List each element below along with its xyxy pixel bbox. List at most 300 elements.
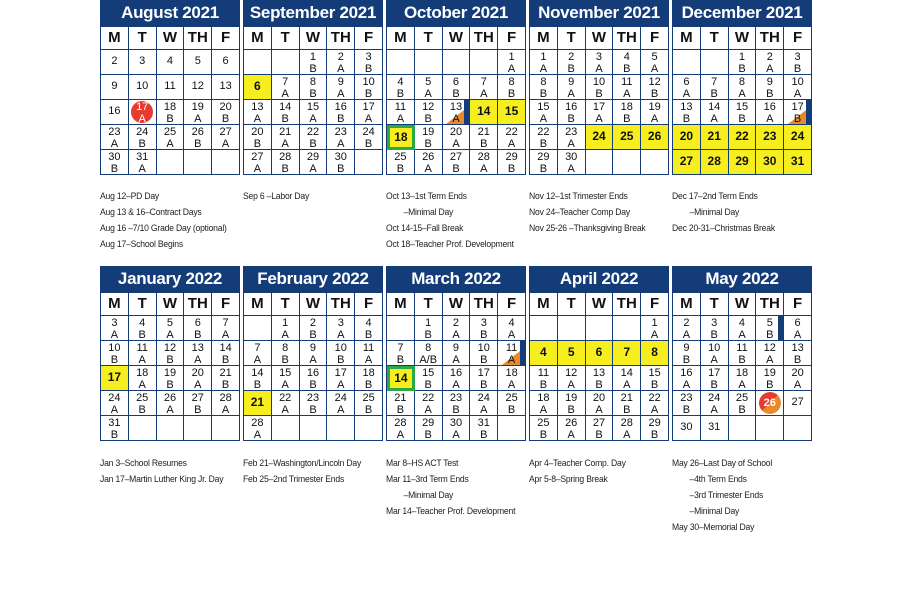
day-content [498,76,525,100]
day-cell [415,150,443,175]
day-number: 10 [791,76,804,88]
day-content [701,392,728,416]
day-letter: A [337,88,345,100]
day-content [586,417,613,441]
day-number: 8 [425,342,432,354]
day-number: 11 [621,76,633,88]
day-number: 17 [136,101,149,113]
weekday-header: TH [613,27,641,50]
day-content [530,367,557,391]
day-cell [157,50,185,75]
day-content [355,317,382,341]
day-cell [729,100,757,125]
day-cell [701,100,729,125]
day-letter: B [650,88,659,100]
month-aug [100,0,240,175]
day-content [415,392,442,416]
day-content [327,126,354,150]
weekday-header: M [244,293,272,316]
day-cell [129,416,157,441]
day-number: 24 [790,129,805,143]
day-letter: A [221,138,230,150]
day-number: 7 [711,76,718,88]
day-cell [327,75,355,100]
day-content [673,416,700,439]
weekday-header: F [641,27,669,50]
weekday-header: W [443,27,471,50]
day-content [470,126,497,150]
month-grid [672,26,812,175]
day-content [498,342,525,366]
day-content [498,392,525,416]
day-cell [530,316,558,341]
day-cell [129,366,157,391]
day-content [212,317,239,341]
day-cell [613,416,641,441]
day-cell [530,100,558,125]
day-letter: B [221,113,230,125]
day-number: 6 [683,76,690,88]
day-letter: A [793,329,802,341]
day-letter: A [766,354,774,366]
day-cell [184,341,212,366]
weekday-header: W [729,293,757,316]
day-content [184,392,211,416]
day-number: 14 [279,101,292,113]
day-cell [129,50,157,75]
day-letter: A [138,163,146,175]
day-cell [101,341,129,366]
month-grid [672,292,812,441]
day-content [558,51,585,75]
day-number: 15 [422,367,435,379]
day-letter: B [480,429,488,441]
day-number: 21 [620,392,633,404]
day-cell [415,125,443,150]
day-number: 9 [111,80,118,92]
day-letter: A [364,354,373,366]
day-cell [415,341,443,366]
day-content [470,417,497,441]
day-cell [415,75,443,100]
day-cell [498,75,526,100]
weekday-header: TH [613,293,641,316]
day-cell [212,50,240,75]
day-cell [701,316,729,341]
day-cell [244,125,272,150]
month-grid [529,292,669,441]
day-number: 21 [394,392,407,404]
day-letter: A [539,113,548,125]
day-cell [756,391,784,416]
day-number: 20 [191,367,204,379]
month-may [672,266,812,441]
note-line: Nov 12–1st Trimester Ends [529,190,628,202]
day-cell [327,391,355,416]
day-cell [613,50,641,75]
day-number: 5 [194,55,201,67]
day-number: 26 [647,129,662,143]
month-title: October 2021 [386,0,526,26]
day-number: 6 [194,317,201,329]
day-content [673,76,700,100]
weekday-header: M [244,27,272,50]
day-letter: A [793,379,802,391]
day-letter: B [480,329,488,341]
day-letter: A [567,138,575,150]
day-content [300,317,327,341]
day-letter: B [424,329,432,341]
day-content [244,151,271,175]
day-content [101,417,128,441]
day-cell [530,50,558,75]
day-content [729,367,756,391]
day-content [558,151,585,175]
day-cell [415,366,443,391]
day-cell [784,75,812,100]
day-cell [443,366,471,391]
day-content [184,126,211,150]
day-content [387,417,414,441]
day-number: 25 [362,392,375,404]
day-letter: B [364,404,373,416]
day-content [300,126,327,150]
day-content [244,367,271,391]
weekday-header: M [530,293,558,316]
day-letter: A [452,379,460,391]
day-cell [327,150,355,175]
day-cell [212,341,240,366]
day-number: 12 [565,367,578,379]
day-number: 14 [219,342,232,354]
day-letter: B [567,113,575,125]
note-line: Feb 25–2nd Trimester Ends [243,473,345,485]
weekday-header: W [443,293,471,316]
day-number: 9 [452,342,460,354]
day-cell [470,316,498,341]
day-letter: A [166,329,174,341]
day-content [784,317,811,341]
day-number: 30 [680,421,693,433]
day-cell [415,391,443,416]
day-content [729,51,756,75]
day-letter: B [110,163,119,175]
day-number: 4 [365,317,372,329]
day-cell [673,316,701,341]
weekday-header: W [729,27,757,50]
day-content [387,101,414,125]
day-cell [558,366,586,391]
day-number: 29 [422,417,435,429]
day-letter: B [110,429,119,441]
day-number: 5 [567,345,575,359]
day-content [729,317,756,341]
day-number: 2 [683,317,690,329]
weekday-header: W [586,293,614,316]
day-cell [784,366,812,391]
note-line: Oct 13–1st Term Ends [386,190,467,202]
day-letter: A [337,329,345,341]
day-number: 7 [623,345,631,359]
note-line: –Minimal Day [386,489,454,501]
day-letter: B [166,379,174,391]
day-letter: A [567,379,575,391]
day-cell [184,125,212,150]
month-grid [243,26,383,175]
weekday-header: W [157,293,185,316]
day-number: 5 [166,317,174,329]
weekday-header: TH [470,293,498,316]
note-line: Jan 3–School Resumes [100,457,187,469]
day-letter: A [507,138,516,150]
notes-nov [529,188,646,236]
day-letter: A [309,113,317,125]
day-letter: B [281,163,289,175]
day-number: 13 [219,80,232,92]
day-cell [101,100,129,125]
day-cell [244,100,272,125]
day-cell [212,150,240,175]
day-number: 15 [504,104,519,118]
weekday-header: TH [756,293,784,316]
day-cell [157,75,185,100]
note-line: Jan 17–Martin Luther King Jr. Day [100,473,224,485]
day-letter: B [710,88,718,100]
day-content [157,392,184,416]
day-number: 10 [477,342,490,354]
note-line: Nov 24–Teacher Comp Day [529,206,630,218]
day-number: 17 [708,367,721,379]
day-cell [530,366,558,391]
day-letter: B [623,113,631,125]
day-cell [756,366,784,391]
weekday-header: T [129,293,157,316]
day-number: 21 [707,129,721,143]
weekday-header: T [272,27,300,50]
day-content [701,76,728,100]
day-number: 23 [306,392,320,404]
day-cell [784,341,812,366]
day-letter: A [567,429,575,441]
day-number: 19 [422,126,435,138]
day-content [701,101,728,125]
notes-feb [243,455,361,487]
day-cell [272,75,300,100]
day-letter: B [194,404,202,416]
day-cell [613,100,641,125]
day-letter: A [480,404,488,416]
day-content [355,392,382,416]
day-cell [101,150,129,175]
day-cell [641,391,669,416]
day-number: 1 [282,317,289,329]
weekday-header: M [101,27,129,50]
day-content [673,392,700,416]
note-line: Mar 8–HS ACT Test [386,457,459,469]
day-letter: B [766,329,774,341]
day-cell [756,100,784,125]
day-number: 5 [425,76,432,88]
day-cell [184,391,212,416]
day-content [387,151,414,175]
day-number: 2 [452,317,460,329]
day-number: 20 [251,126,264,138]
day-cell [641,416,669,441]
day-content [327,392,354,416]
day-number: 12 [763,342,776,354]
day-number: 3 [337,317,344,329]
day-content [184,50,211,73]
weekday-header: F [784,293,812,316]
day-cell [498,150,526,175]
day-cell [387,366,415,391]
day-number: 24 [362,126,375,138]
day-content [641,51,668,75]
day-content [212,50,239,73]
day-cell [443,316,471,341]
day-content [613,76,640,100]
day-letter: B [452,404,460,416]
day-content [470,392,497,416]
day-cell [387,316,415,341]
day-number: 19 [648,101,661,113]
day-letter: B [138,404,146,416]
day-number: 14 [251,367,264,379]
weekday-header: F [355,293,383,316]
day-number: 11 [362,342,375,354]
weekday-header: F [784,27,812,50]
day-content [101,50,128,73]
day-letter: A [337,63,345,75]
day-number: 4 [166,55,174,67]
day-cell [586,50,614,75]
day-cell [212,366,240,391]
day-cell [355,341,383,366]
day-content [272,126,299,150]
day-number: 10 [592,76,606,88]
day-letter: B [424,113,432,125]
day-letter: B [710,329,718,341]
day-cell [558,125,586,150]
day-number: 10 [708,342,721,354]
day-letter: A [138,113,146,125]
month-title: April 2022 [529,266,669,292]
weekday-header: W [300,27,328,50]
day-letter: B [396,163,405,175]
day-number: 3 [365,51,372,63]
day-cell [701,150,729,175]
day-letter: B [595,88,603,100]
day-cell [272,391,300,416]
day-letter: A [738,88,746,100]
day-cell [756,50,784,75]
note-line: –4th Term Ends [672,473,747,485]
day-number: 13 [791,342,804,354]
day-number: 14 [708,101,721,113]
day-number: 15 [537,101,550,113]
day-content [415,317,442,341]
day-number: 2 [337,51,344,63]
day-letter: B [539,379,548,391]
day-cell [355,416,383,441]
day-content [129,50,156,73]
day-cell [729,50,757,75]
day-letter: B [623,63,631,75]
day-cell [498,366,526,391]
day-cell [641,75,669,100]
day-number: 8 [738,76,746,88]
day-number: 3 [794,51,801,63]
day-content [129,392,156,416]
day-number: 12 [163,342,177,354]
day-cell [272,416,300,441]
day-letter: B [194,329,202,341]
day-cell [530,416,558,441]
day-cell [756,150,784,175]
day-cell [641,100,669,125]
day-content [101,392,128,416]
day-cell [613,316,641,341]
day-cell [586,391,614,416]
day-content [498,151,525,175]
day-number: 29 [306,151,320,163]
day-letter: B [507,88,516,100]
day-number: 16 [449,367,463,379]
day-letter: B [480,379,488,391]
day-letter: B [221,379,230,391]
day-content [355,126,382,150]
day-number: 20 [219,101,232,113]
day-content [327,101,354,125]
day-number: 5 [766,317,773,329]
day-cell [184,416,212,441]
day-content [101,151,128,175]
day-number: 10 [108,342,121,354]
day-content [530,51,557,75]
day-number: 20 [679,129,694,143]
day-cell [558,416,586,441]
day-number: 22 [505,126,518,138]
weekday-header: TH [756,27,784,50]
day-cell [470,50,498,75]
day-content [415,76,442,100]
day-number: 17 [791,101,804,113]
day-cell [387,75,415,100]
day-letter: A [281,88,289,100]
notes-may [672,455,772,535]
day-cell [212,125,240,150]
day-number: 15 [279,367,292,379]
weekday-header: TH [327,293,355,316]
day-number: 28 [707,154,721,168]
day-content [272,392,299,416]
day-content [129,367,156,391]
day-number: 4 [139,317,146,329]
weekday-header: T [558,293,586,316]
day-content [272,151,299,175]
day-content [470,367,497,391]
day-cell [244,416,272,441]
day-cell [756,125,784,150]
day-number: 31 [108,417,121,429]
day-number: 13 [680,101,693,113]
day-letter: A [166,138,174,150]
day-cell [498,316,526,341]
day-number: 28 [251,417,264,429]
day-letter: A [682,88,691,100]
day-letter: B [650,379,659,391]
weekday-header: TH [184,27,212,50]
